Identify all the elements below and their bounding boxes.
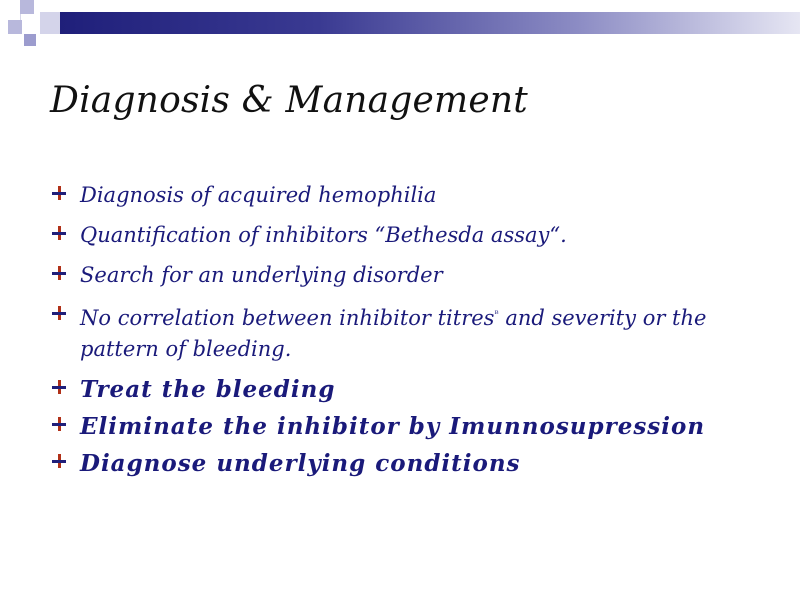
bullet-item (50, 300, 770, 365)
decorative-square (24, 34, 36, 46)
bullet-text: Eliminate the inhibitor by Imunnosupression (80, 413, 706, 440)
bullet-icon (52, 417, 66, 431)
bullet-item (50, 448, 770, 479)
slide-title: Diagnosis & Management (50, 80, 528, 121)
bullet-icon (52, 454, 66, 468)
bullet-item (50, 411, 770, 442)
bullet-text: Diagnose underlying conditions (80, 450, 521, 477)
bullet-text: Treat the bleeding (80, 376, 336, 403)
bullet-text-part: No correlation between inhibitor titres (80, 306, 495, 330)
bullet-item (50, 220, 770, 251)
bullet-text-part: and severity or the pattern of bleeding. (80, 306, 707, 361)
bullet-text: Diagnosis of acquired hemophilia (80, 183, 437, 207)
bullet-item (50, 374, 770, 405)
bullet-icon (52, 266, 66, 280)
bullet-text (80, 300, 770, 365)
bullet-list (50, 180, 770, 479)
bullet-item (50, 180, 770, 211)
superscript-mark: ᴮ (494, 310, 499, 320)
bullet-text: Quantification of inhibitors “Bethesda assay“. (80, 223, 567, 247)
decorative-square (8, 20, 22, 34)
decorative-square (20, 0, 34, 14)
decorative-square (40, 12, 60, 34)
bullet-icon (52, 380, 66, 394)
decorative-top-band (60, 12, 800, 34)
bullet-icon (52, 226, 66, 240)
bullet-text: Search for an underlying disorder (80, 263, 443, 287)
bullet-icon (52, 306, 66, 320)
bullet-icon (52, 186, 66, 200)
bullet-item (50, 260, 770, 291)
decorative-square (40, 0, 52, 12)
decorative-square (0, 0, 21, 20)
